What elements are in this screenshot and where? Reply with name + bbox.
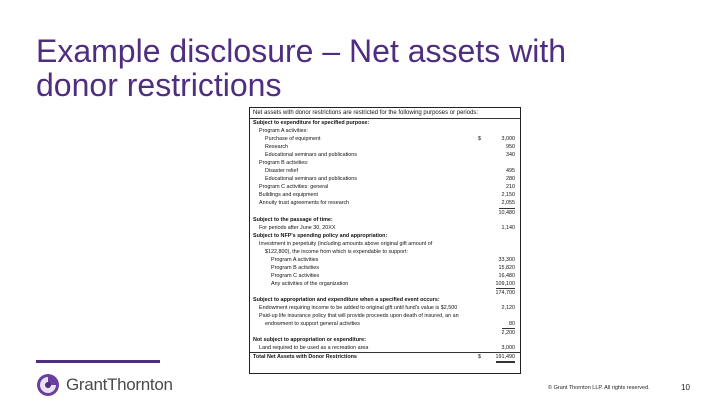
row-label: Annuity trust agreements for research xyxy=(259,200,350,207)
row-amount: 2,120 xyxy=(501,305,515,312)
disclosure-row xyxy=(250,127,520,135)
row-label: Endowment requiring income to be added to original gift until fund's value is $2,500 xyxy=(259,305,458,312)
copyright-notice: © Grant Thornton LLP. All rights reserved. xyxy=(548,385,650,391)
disclosure-header: Net assets with donor restrictions are restricted for the following purposes or periods: xyxy=(250,108,520,119)
disclosure-row xyxy=(250,280,520,288)
slide-title-line-2: donor restrictions xyxy=(36,67,282,103)
row-currency: $ xyxy=(478,136,481,143)
row-amount: 33,300 xyxy=(498,256,515,263)
row-amount: 2,200 xyxy=(501,330,515,337)
row-amount: 2,055 xyxy=(501,200,515,207)
row-amount: 2,150 xyxy=(501,192,515,199)
grant-thornton-swirl-icon xyxy=(36,373,60,397)
disclosure-row xyxy=(250,167,520,175)
row-label: Disaster relief xyxy=(265,168,298,175)
row-amount: 80 xyxy=(509,321,515,328)
row-label: Subject to NFP's spending policy and appropriation: xyxy=(253,232,388,239)
grant-thornton-logo xyxy=(36,372,173,398)
slide-title xyxy=(36,34,696,102)
disclosure-row xyxy=(250,320,520,328)
row-amount: 3,000 xyxy=(501,345,515,352)
disclosure-row xyxy=(250,216,520,224)
row-label: Program A activities: xyxy=(259,128,308,135)
slide-title-line-1: Example disclosure – Net assets with xyxy=(36,33,566,69)
row-label: Paid-up life insurance policy that will provide proceeds upon death of insured, an an xyxy=(259,313,459,320)
row-label: Subject to expenditure for specified purpose: xyxy=(253,120,370,126)
row-amount: 174,700 xyxy=(495,289,515,296)
logo-wordmark: GrantThornton xyxy=(66,375,173,394)
disclosure-row xyxy=(250,248,520,256)
row-amount: 280 xyxy=(506,176,515,183)
disclosure-row xyxy=(250,191,520,199)
row-amount: 16,480 xyxy=(498,272,515,279)
disclosure-row xyxy=(250,151,520,159)
row-amount: 10,480 xyxy=(498,209,515,216)
row-label: Program A activities xyxy=(271,256,319,263)
disclosure-row xyxy=(250,240,520,248)
disclosure-row xyxy=(250,119,520,127)
row-label: $122,800), the income from which is expendable to support: xyxy=(265,248,408,255)
disclosure-row xyxy=(250,135,520,143)
row-label: Subject to the passage of time: xyxy=(253,216,333,223)
row-label: Program B activities: xyxy=(259,160,309,167)
disclosure-row xyxy=(250,208,520,216)
row-label: Total Net Assets with Donor Restrictions xyxy=(253,354,357,361)
disclosure-row xyxy=(250,336,520,344)
row-label: Purchase of equipment xyxy=(265,136,321,143)
row-label: Land required to be used as a recreation area xyxy=(259,345,369,352)
row-label: Buildings and equipment xyxy=(259,192,319,199)
row-label: Subject to appropriation and expenditure when a specified event occurs: xyxy=(253,297,440,304)
disclosure-row xyxy=(250,143,520,151)
row-label: endowment to support general activities xyxy=(265,321,360,328)
disclosure-row xyxy=(250,159,520,167)
disclosure-row xyxy=(250,183,520,191)
row-label: Educational seminars and publications xyxy=(265,176,357,183)
page-number: 10 xyxy=(681,383,690,392)
row-amount: 950 xyxy=(506,144,515,151)
disclosure-row xyxy=(250,224,520,232)
disclosure-row xyxy=(250,264,520,272)
disclosure-table-image xyxy=(249,107,521,374)
row-amount: 191,490 xyxy=(496,353,516,363)
disclosure-row xyxy=(250,304,520,312)
row-amount: 3,000 xyxy=(501,136,515,143)
row-amount: 210 xyxy=(506,184,515,191)
disclosure-row xyxy=(250,288,520,296)
disclosure-row xyxy=(250,344,520,352)
row-label: For periods after June 30, 20XX xyxy=(259,224,336,231)
row-label: Any activities of the organization xyxy=(271,280,349,287)
row-amount: 340 xyxy=(506,152,515,159)
row-label: Research xyxy=(265,144,289,151)
row-label: Program C activities xyxy=(271,272,320,279)
disclosure-row xyxy=(250,175,520,183)
disclosure-row xyxy=(250,199,520,207)
row-label: Program C activities: general xyxy=(259,184,329,191)
row-label: Educational seminars and publications xyxy=(265,152,357,159)
disclosure-row xyxy=(250,328,520,336)
disclosure-row xyxy=(250,296,520,304)
row-amount: 495 xyxy=(506,168,515,175)
row-currency: $ xyxy=(478,354,481,361)
row-label: Investment in perpetuity (including amounts above original gift amount of xyxy=(259,240,433,247)
row-amount: 109,100 xyxy=(495,280,515,287)
disclosure-row xyxy=(250,256,520,264)
disclosure-row xyxy=(250,232,520,240)
row-amount: 15,820 xyxy=(498,264,515,271)
row-label: Not subject to appropriation or expenditure: xyxy=(253,337,366,344)
disclosure-rows xyxy=(250,119,520,360)
row-label: Program B activities xyxy=(271,264,319,271)
accent-divider xyxy=(36,360,160,363)
disclosure-row xyxy=(250,272,520,280)
disclosure-row xyxy=(250,312,520,320)
row-amount: 1,140 xyxy=(501,224,515,231)
disclosure-row xyxy=(250,352,520,360)
